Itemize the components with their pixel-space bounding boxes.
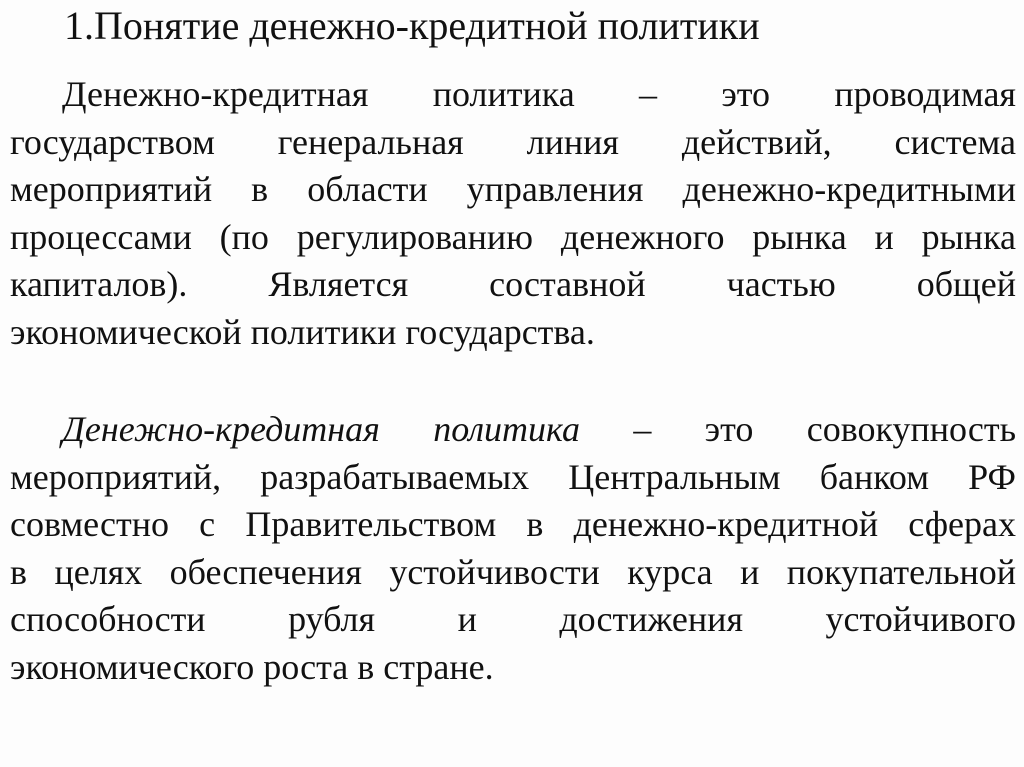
- paragraph-line: совместно с Правительством в денежно-кредитной сферах: [10, 504, 1016, 544]
- paragraph-line: Денежно-кредитная политика – это проводимая: [62, 74, 1016, 114]
- definition-paragraph-2: [10, 406, 1016, 691]
- paragraph-line: способности рубля и достижения устойчивого: [10, 599, 1016, 639]
- paragraph-line: государством генеральная линия действий, система: [10, 121, 1016, 162]
- paragraph-line: мероприятий, разрабатываемых Центральным банком РФ: [10, 456, 1016, 497]
- defined-term: Денежно-кредитная политика: [62, 409, 580, 449]
- paragraph-first-line: [10, 406, 1016, 454]
- paragraph-line: капиталов). Является составной частью общей: [10, 264, 1016, 304]
- paragraph-line: экономического роста в стране.: [10, 646, 494, 687]
- paragraph-line: в целях обеспечения устойчивости курса и покупательной: [10, 551, 1016, 592]
- slide-title: 1.Понятие денежно-кредитной политики: [64, 3, 760, 48]
- first-line-rest: – это совокупность: [579, 409, 1017, 449]
- definition-paragraph-1: [10, 71, 1016, 356]
- paragraph-line: мероприятий в области управления денежно-кредитными: [10, 169, 1016, 209]
- paragraph-line: процессами (по регулированию денежного рынка и рынка: [10, 216, 1016, 257]
- paragraph-line: экономической политики государства.: [10, 311, 595, 352]
